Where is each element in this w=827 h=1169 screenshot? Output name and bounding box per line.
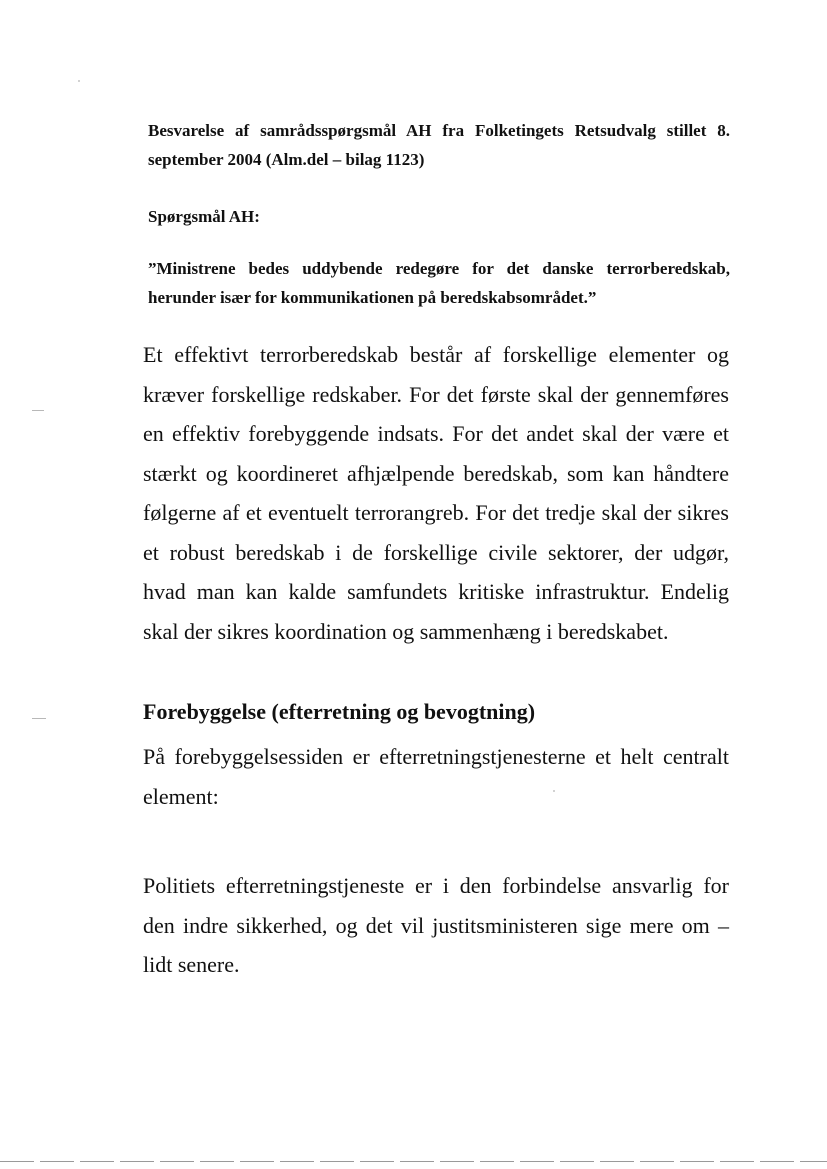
document-header: Besvarelse af samrådsspørgsmål AH fra Folketingets Retsudvalg stillet 8. september 2004 (Alm.del – bilag 1123) [148,121,730,169]
question-label: Spørgsmål AH: [148,207,260,226]
scan-speck [78,80,80,82]
section-heading: Forebyggelse (efterretning og bevogtning) [143,699,536,724]
scan-mark [32,718,46,719]
paragraph-intro: Et effektivt terrorberedskab består af forskellige elementer og kræver forskellige redskaber. For det første skal der gennemføres en effektiv forebyggende indsats. For det andet skal der være et stærkt og koordineret afhjælpende beredskab, som kan håndtere følgerne af et eventuelt terrorangreb. For det tredje skal der sikres et robust beredskab i de forskellige civile sektorer, der udgør, hvad man kan kalde samfundets kritiske infrastruktur. Endelig skal der sikres koordination og sammenhæng i beredskabet. [143,342,729,644]
paragraph-intelligence: Politiets efterretningstjeneste er i den forbindelse ansvarlig for den indre sikkerhed, og det vil justitsministeren sige mere om – lidt senere. [143,873,729,977]
question-text: ”Ministrene bedes uddybende redegøre for det danske terrorberedskab, herunder især for kommunikationen på beredskabsområdet.” [148,259,730,307]
paragraph-prevention: På forebyggelsessiden er efterretningstjenesterne et helt centralt element: [143,744,729,809]
scan-speck [553,790,555,792]
scan-mark [32,410,44,411]
scan-bottom-edge [0,1161,827,1162]
